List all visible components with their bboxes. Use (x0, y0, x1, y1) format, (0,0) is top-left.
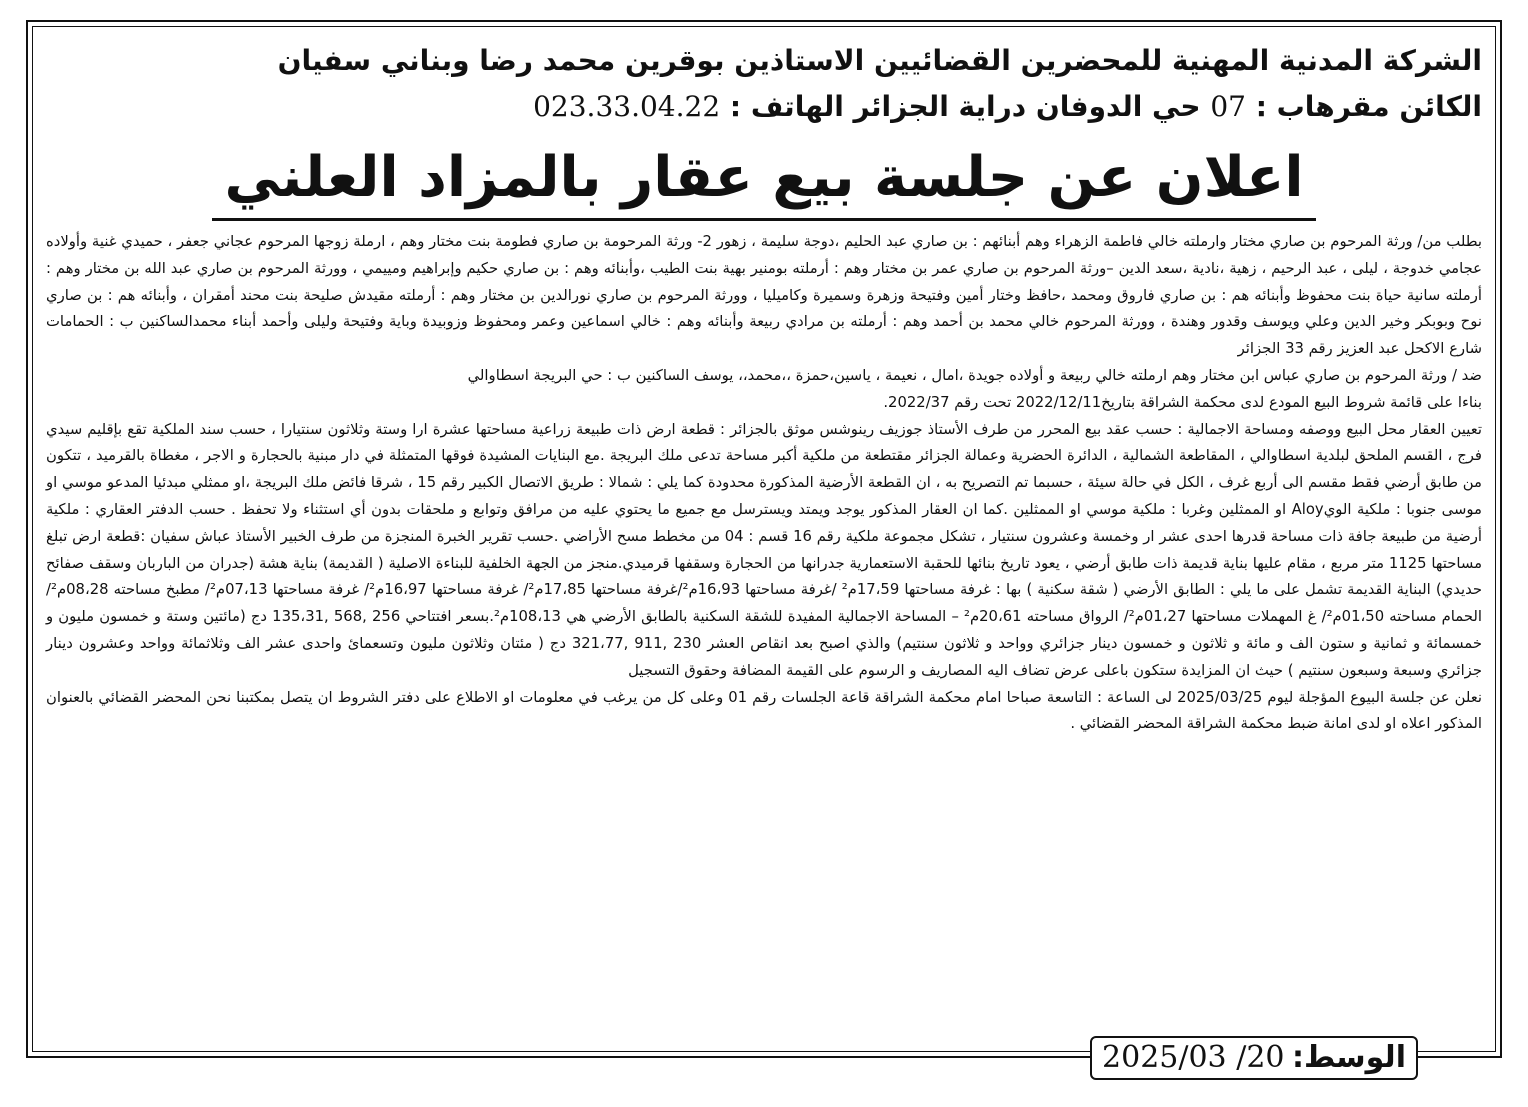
newspaper-label: الوسط: (1292, 1040, 1406, 1075)
title-wrap (46, 140, 1482, 221)
company-address (46, 84, 1482, 130)
address-label: الكائن مقرهاب : (1255, 90, 1482, 123)
address-rest: حي الدوفان دراية الجزائر الهاتف : (729, 90, 1201, 123)
announcement-body (46, 229, 1482, 738)
body-paragraph-auction-session: نعلن عن جلسة البيوع المؤجلة ليوم 2025/03/25 لى الساعة : التاسعة صباحا امام محكمة الشراقة قاعة الجلسات رقم 01 وعلى كل من يرغب في معلومات او الاطلاع على دفتر الشروط ان يتصل بمكتبنا نحن المحضر القضائي بالعنوان المذكور اعلاه او لدى امانة ضبط محكمة الشراقة المحضر القضائي . (46, 688, 1482, 733)
publication-date-box (1090, 1036, 1418, 1080)
publication-date: 20/ 2025/03 (1102, 1040, 1285, 1075)
announcement-frame (26, 20, 1502, 1058)
announcement-content (46, 38, 1482, 738)
body-paragraph-property-description: تعيين العقار محل البيع ووصفه ومساحة الاجمالية : حسب عقد بيع المحرر من طرف الأستاذ جوزيف رينوشس موثق بالجزائر : قطعة ارض ذات طبيعة زراعية مساحتها عشرة ارا وستة وثلاثون سنتيارا ، حسب سند الملكية تقع بإقليم سيدي فرج ، القسم الملحق لبلدية اسطاوالي ، المقاطعة الشمالية ، الدائرة الحضرية وعمالة الجزائر مقتطعة من ملكية أكبر مساحة تدعى ملك البريجة .مع البنايات المشيدة فوقها المتمثلة في دار مبنية بالحجارة و الاجر ، مغطاة بالقرميد ، تتكون من طابق أرضي فقط مقسم الى أربع غرف ، الكل في حالة سيئة ، حسبما تم التصريح به ، ان القطعة الأرضية المذكورة محدودة كما يلي : شمالا : طريق الاتصال الكبير رقم 15 ، شرقا فائض ملك البريجة ،او ممثلي مبدئيا المدعو موسي او موسى جنوبا : ملكية الويAloy او الممثلين وغربا : ملكية موسي او الممثلين .كما ان العقار المذكور يوجد ويمتد ويسترسل مع جميع ما يحتوي عليه من مرافق وتوابع و ملحقات بدون أي استثناء ولا تحفظ . حسب الدفتر العقاري : ملكية أرضية من طبيعة جافة ذات مساحة قدرها احدى عشر ار وخمسة وعشرون سنتيار ، تشكل مجموعة ملكية رقم 16 قسم : 04 من مخطط مسح الأراضي .حسب تقرير الخبرة المنجزة من طرف الخبير الأستاذ عباش سفيان :قطعة ارض تبلغ مساحتها 1125 متر مربع ، مقام عليها بناية قديمة ذات طابق أرضي ، يعود تاريخ بنائها للحقبة الاستعمارية جدرانها من الحجارة وسقفها قرميدي.منجز من الجهة الخلفية للبناءة الاصلية ( القديمة) بناية هشة (جدران من الباربان وسقف صفائح حديدي) البناية القديمة تشمل على ما يلي : الطابق الأرضي ( شقة سكنية ) بها : غرفة مساحتها 17،59م² /غرفة مساحتها 16،93م²/غرفة مساحتها 17،85م²/ غرفة مساحتها 16،97م²/ غرفة مساحتها 07،13م²/ مطبخ مساحته 08،28م²/الحمام مساحته 01،50م²/ غ المهملات مساحتها 01،27م²/ الرواق مساحته 20،61م² – المساحة الاجمالية المفيدة للشقة السكنية بالطابق الأرضي هي 108،13م².بسعر افتتاحي 256 ,568 ,135،31 دج (مائتين وستة و خمسون مليون و خمسمائة و ثمانية و ستون الف و مائة و ثلاثون و خمسون دينار جزائري وواحد و ثلاثون سنتيم) والذي اصبح بعد انقاص العشر 230 ,911 ,321،77 دج ( مئتان وثلاثون مليون وتسعمائ واحدى عشر الف وثلاثمائة وواحد وعشرون دينار جزائري وسبعة وسبعون سنتيم ) حيث ان المزايدة ستكون باعلى عرض تضاف اليه المصاريف و الرسوم على القيمة المضافة وحقوق التسجيل (46, 420, 1482, 679)
phone-number: 023.33.04.22 (533, 90, 721, 123)
address-number: 07 (1210, 90, 1246, 123)
body-paragraph-requesters: بطلب من/ ورثة المرحوم بن صاري مختار وارملته خالي فاطمة الزهراء وهم أبنائهم : بن صاري عبد الحليم ،دوجة سليمة ، زهور 2- ورثة المرحومة بن صاري فطومة بنت مختار وهم ، ارملة زوجها المرحوم عجاني جعفر ، حميدي غنية وأولاده عجامي خدوجة ، ليلى ، عبد الرحيم ، زهية ،نادية ،سعد الدين –ورثة المرحوم بن صاري عمر بن مختار وهم : أرملته بومنير بهية بنت الطيب ،وأبنائه وهم : بن صاري حكيم وإبراهيم ومييمي ، وورثة المرحوم بن صاري عبد الله بن مختار وهم : أرملته سانية حياة بنت محفوظ وأبنائه هم : بن صاري فاروق ومحمد ،حافظ وختار أمين وفتيحة وزهرة وسميرة وكاميليا ، وورثة المرحوم بن صاري نورالدين بن مختار وهم : أرملته مقيدش صليحة بنت محند أمقران ، وأبنائه هم : بن صاري نوح وبوبكر وخير الدين وعلي ويوسف وقدور وهندة ، وورثة المرحوم خالي محمد بن أحمد وهم : أرملته بن مرادي ربيعة وأبنائه وهم : خالي اسماعين وعمر ومحفوظ وزوبيدة وباية وفتيحة وليلى وأحمد أبناء محمدالساكنين ب : الحمامات شارع الاكحل عبد العزيز رقم 33 الجزائر (46, 233, 1482, 358)
announcement-title: اعلان عن جلسة بيع عقار بالمزاد العلني (212, 140, 1315, 221)
body-paragraph-basis: بناءا على قائمة شروط البيع المودع لدى محكمة الشراقة بتاريخ2022/12/11 تحت رقم 2022/37. (883, 393, 1482, 411)
body-paragraph-defendants: ضد / ورثة المرحوم بن صاري عباس ابن مختار وهم ارملته خالي ربيعة و أولاده جويدة ،امال ، نعيمة ، ياسين،حمزة ،،محمد،، يوسف الساكنين ب : حي البريجة اسطاوالي (467, 366, 1482, 384)
company-name: الشركة المدنية المهنية للمحضرين القضائيين الاستاذين بوقرين محمد رضا وبناني سفيان (277, 44, 1482, 77)
